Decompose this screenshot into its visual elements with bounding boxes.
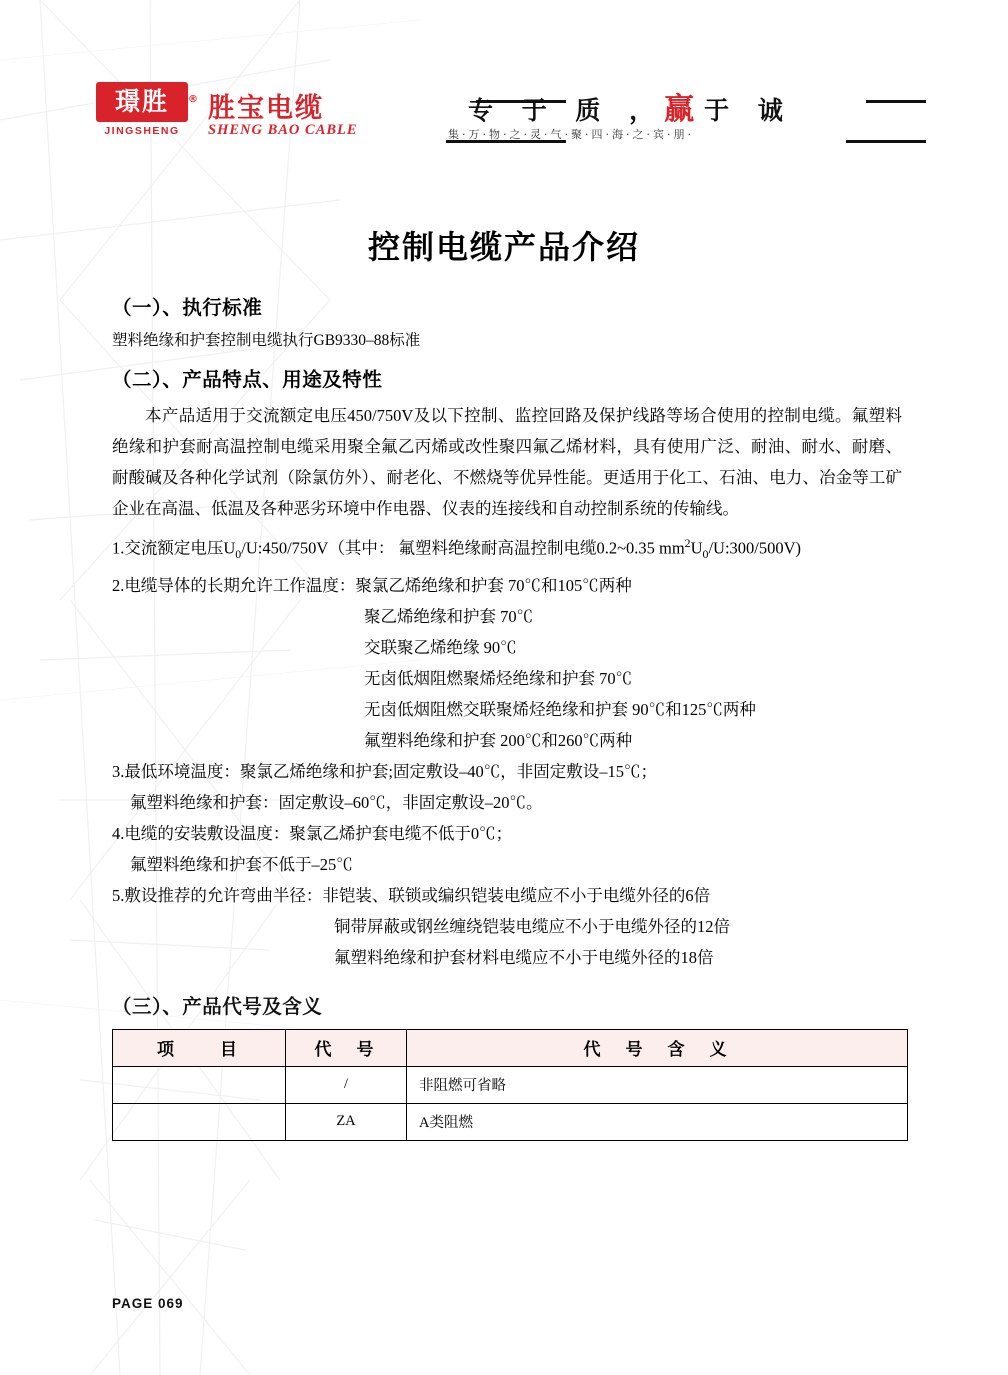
header-subslogan: 集·万·物·之·灵·气·聚·四·海·之·宾·朋· — [448, 128, 694, 141]
table-header-row — [113, 1029, 908, 1066]
table-cell-meaning: 非阻燃可省略 — [407, 1066, 908, 1103]
slogan-left-text: 专 于 质 ， — [468, 96, 665, 125]
section-1-heading: （一）、执行标准 — [112, 296, 263, 319]
section-2-item-4-sub: 氟塑料绝缘和护套不低于–25℃ — [130, 854, 353, 874]
table-col-meaning: 代 号 含 义 — [407, 1029, 908, 1066]
section-2-heading: （二）、产品特点、用途及特性 — [112, 368, 383, 391]
section-2-paragraph: 本产品适用于交流额定电压450/750V及以下控制、监控回路及保护线路等场合使用的控制电缆。氟塑料绝缘和护套耐高温控制电缆采用聚全氟乙丙烯或改性聚四氟乙烯材料，具有使用广泛、耐油、耐水、耐磨、耐酸碱及各种化学试剂（除氯仿外）、耐老化、不燃烧等优异性能。更适用于化工、石油、电力、冶金等工矿企业在高温、低温及各种恶劣环境中作电器、仪表的连接线和自动控制系统的传输线。 — [112, 406, 902, 518]
section-2-item-2-sub-2: 交联聚乙烯绝缘 90℃ — [364, 637, 517, 657]
brand-name-en: SHENG BAO CABLE — [208, 122, 358, 138]
table-col-item: 项 目 — [113, 1029, 286, 1066]
section-2-item-3-sub: 氟塑料绝缘和护套：固定敷设–60℃，非固定敷设–20℃。 — [130, 792, 543, 812]
page-title: 控制电缆产品介绍 — [367, 228, 640, 266]
item1-sub1: 0 — [235, 546, 242, 561]
table-cell-item — [113, 1066, 286, 1103]
item1-post: /U:300/500V) — [708, 538, 802, 558]
section-1-text: 塑料绝缘和护套控制电缆执行GB9330–88标准 — [112, 332, 421, 349]
registered-trademark-icon: ® — [188, 94, 200, 105]
section-2-item-5: 5.敷设推荐的允许弯曲半径：非铠装、联锁或编织铠装电缆应不小于电缆外径的6倍 — [112, 885, 711, 905]
section-2-item-2-sub-1: 聚乙烯绝缘和护套 70℃ — [364, 606, 534, 626]
document-content — [112, 292, 902, 1141]
slogan-right-text: 于 诚 — [704, 96, 793, 125]
section-2-item-5-sub-2: 氟塑料绝缘和护套材料电缆应不小于电缆外径的18倍 — [334, 947, 714, 967]
table-col-code: 代 号 — [286, 1029, 407, 1066]
section-2-item-5-sub-1: 铜带屏蔽或钢丝缠绕铠装电缆应不小于电缆外径的12倍 — [334, 916, 730, 936]
company-logo — [96, 82, 200, 146]
item1-pre: 1.交流额定电压U — [112, 538, 236, 558]
item1-mid2: U — [690, 538, 703, 558]
table-row — [113, 1103, 908, 1140]
logo-mark — [96, 82, 200, 122]
section-2-item-2-sub-5: 氟塑料绝缘和护套 200℃和260℃两种 — [364, 730, 633, 750]
brand-name-cn: 胜宝电缆 — [208, 93, 324, 124]
table-cell-code: / — [286, 1066, 407, 1103]
slogan-win-character: 赢 — [664, 92, 705, 127]
section-2-item-2-sub-3: 无卤低烟阻燃聚烯烃绝缘和护套 70℃ — [364, 668, 633, 688]
table-cell-item — [113, 1103, 286, 1140]
header-slogan — [468, 84, 793, 128]
item1-sup: 2 — [684, 536, 691, 550]
page-number: PAGE 069 — [112, 1296, 184, 1311]
table-cell-code: ZA — [286, 1103, 407, 1140]
section-2-item-3: 3.最低环境温度：聚氯乙烯绝缘和护套;固定敷设–40℃，非固定敷设–15℃； — [112, 761, 657, 781]
table-row — [113, 1066, 908, 1103]
page-header — [96, 78, 926, 160]
item1-sub2: 0 — [702, 546, 709, 561]
product-code-table — [112, 1029, 908, 1141]
logo-cn-text: 璟胜 — [114, 87, 169, 116]
logo-en-text: JINGSHENG — [104, 125, 180, 137]
section-3-heading: （三）、产品代号及含义 — [112, 994, 323, 1018]
section-2-item-2-sub-4: 无卤低烟阻燃交联聚烯烃绝缘和护套 90℃和125℃两种 — [364, 699, 756, 719]
item1-mid: /U:450/750V（其中： 氟塑料绝缘耐高温控制电缆0.2~0.35 mm — [241, 538, 685, 558]
section-2-item-4: 4.电缆的安装敷设温度：聚氯乙烯护套电缆不低于0℃； — [112, 823, 513, 843]
section-2-item-1 — [112, 528, 902, 570]
section-2-item-2: 2.电缆导体的长期允许工作温度：聚氯乙烯绝缘和护套 70℃和105℃两种 — [112, 575, 632, 595]
table-cell-meaning: A类阻燃 — [407, 1103, 908, 1140]
